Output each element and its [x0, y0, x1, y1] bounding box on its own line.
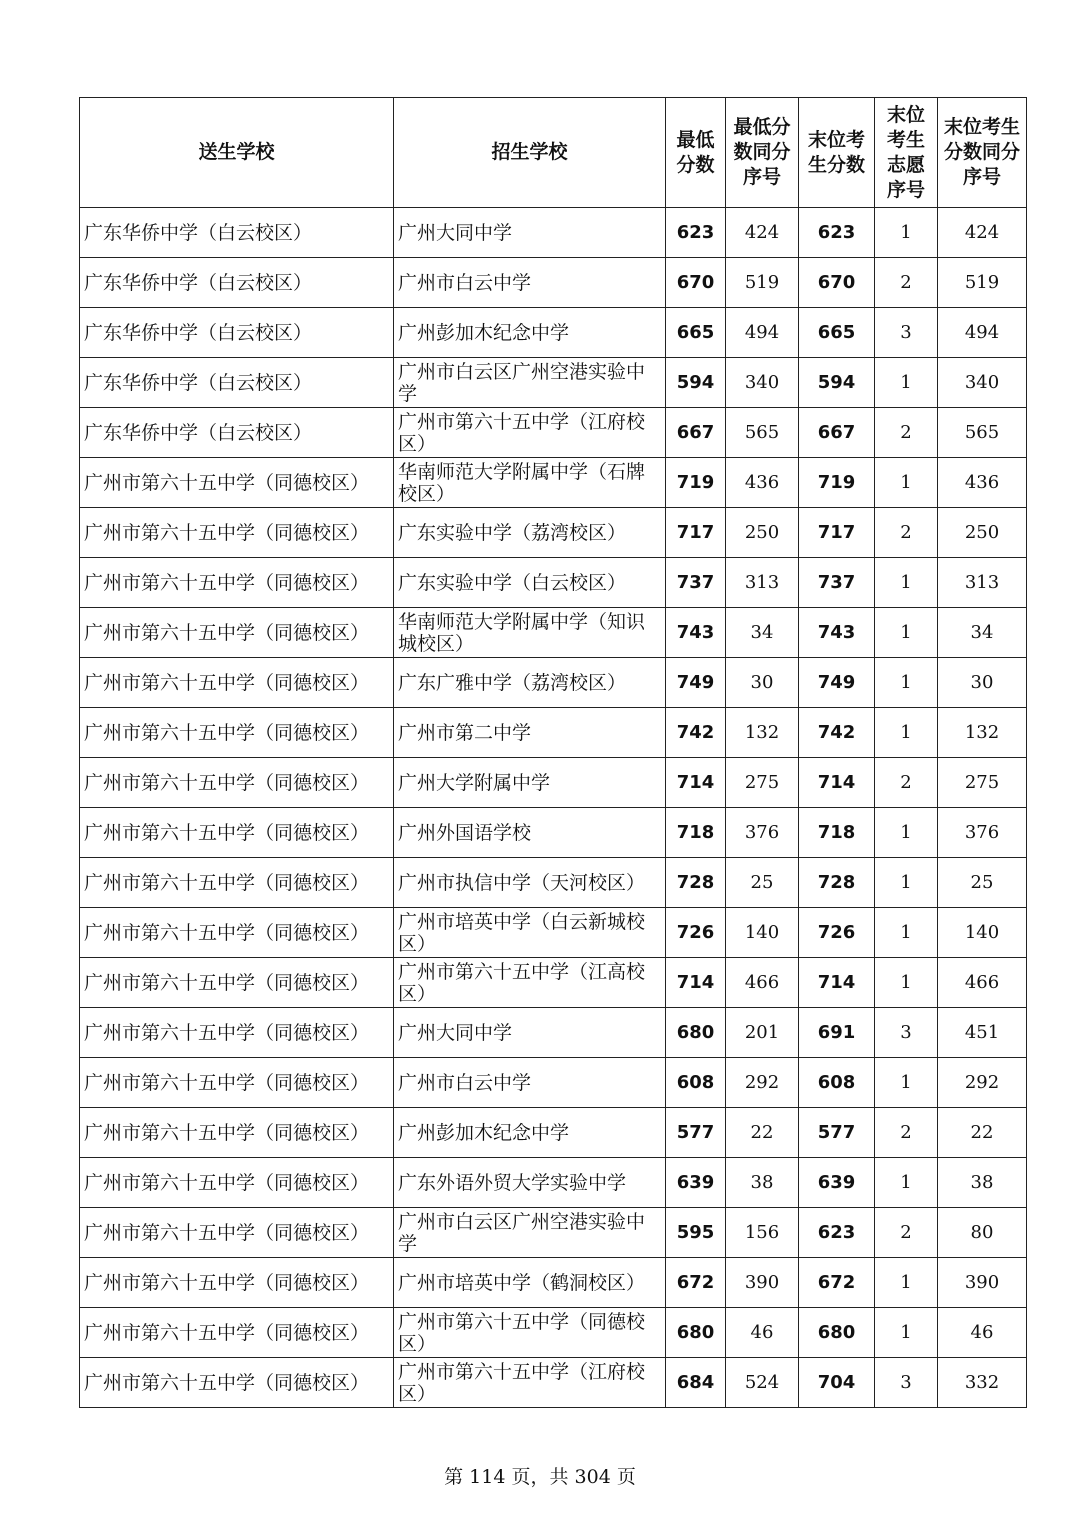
- min-score-cell: 718: [666, 808, 726, 858]
- table-row: [80, 408, 1027, 458]
- sending-school-cell: 广州市第六十五中学（同德校区）: [80, 858, 394, 908]
- last-student-choice-rank-cell: 1: [875, 1158, 938, 1208]
- last-student-tie-rank-cell: 140: [938, 908, 1027, 958]
- min-score-cell: 639: [666, 1158, 726, 1208]
- table-row: [80, 558, 1027, 608]
- last-student-tie-rank-cell: 332: [938, 1358, 1027, 1408]
- min-score-cell: 577: [666, 1108, 726, 1158]
- last-student-score-cell: 717: [799, 508, 875, 558]
- min-score-cell: 726: [666, 908, 726, 958]
- sending-school-cell: 广州市第六十五中学（同德校区）: [80, 1258, 394, 1308]
- sending-school-cell: 广州市第六十五中学（同德校区）: [80, 508, 394, 558]
- last-student-tie-rank-cell: 30: [938, 658, 1027, 708]
- admitting-school-cell: 广东实验中学（荔湾校区）: [394, 508, 666, 558]
- sending-school-cell: 广东华侨中学（白云校区）: [80, 258, 394, 308]
- last-student-score-cell: 577: [799, 1108, 875, 1158]
- last-student-tie-rank-cell: 340: [938, 358, 1027, 408]
- table-row: [80, 1208, 1027, 1258]
- last-student-tie-rank-cell: 565: [938, 408, 1027, 458]
- admitting-school-cell: 广东实验中学（白云校区）: [394, 558, 666, 608]
- min-score-cell: 672: [666, 1258, 726, 1308]
- admitting-school-cell: 广州大学附属中学: [394, 758, 666, 808]
- min-score-tie-rank-cell: 250: [726, 508, 799, 558]
- table-row: [80, 908, 1027, 958]
- last-student-tie-rank-cell: 25: [938, 858, 1027, 908]
- last-student-score-cell: 672: [799, 1258, 875, 1308]
- min-score-cell: 714: [666, 758, 726, 808]
- last-student-tie-rank-cell: 376: [938, 808, 1027, 858]
- min-score-cell: 737: [666, 558, 726, 608]
- last-student-choice-rank-cell: 1: [875, 1058, 938, 1108]
- table-header: [80, 98, 1027, 208]
- last-student-score-cell: 608: [799, 1058, 875, 1108]
- last-student-score-cell: 742: [799, 708, 875, 758]
- sending-school-cell: 广州市第六十五中学（同德校区）: [80, 1208, 394, 1258]
- admitting-school-cell: 广州市执信中学（天河校区）: [394, 858, 666, 908]
- min-score-tie-rank-cell: 292: [726, 1058, 799, 1108]
- admitting-school-cell: 广东广雅中学（荔湾校区）: [394, 658, 666, 708]
- table-row: [80, 308, 1027, 358]
- admitting-school-cell: 广州市第六十五中学（江高校区）: [394, 958, 666, 1008]
- min-score-cell: 608: [666, 1058, 726, 1108]
- last-student-choice-rank-cell: 3: [875, 1008, 938, 1058]
- admitting-school-cell: 广州市第二中学: [394, 708, 666, 758]
- table-row: [80, 508, 1027, 558]
- last-student-tie-rank-cell: 46: [938, 1308, 1027, 1358]
- table-row: [80, 1158, 1027, 1208]
- admitting-school-cell: 广州市第六十五中学（同德校区）: [394, 1308, 666, 1358]
- table-row: [80, 958, 1027, 1008]
- last-student-tie-rank-cell: 292: [938, 1058, 1027, 1108]
- header-last-student-score: 末位考 生分数: [799, 98, 875, 208]
- last-student-choice-rank-cell: 1: [875, 658, 938, 708]
- admitting-school-cell: 广州大同中学: [394, 1008, 666, 1058]
- min-score-cell: 743: [666, 608, 726, 658]
- header-last-student-tie-rank: 末位考生 分数同分 序号: [938, 98, 1027, 208]
- sending-school-cell: 广州市第六十五中学（同德校区）: [80, 708, 394, 758]
- min-score-tie-rank-cell: 519: [726, 258, 799, 308]
- table-row: [80, 258, 1027, 308]
- sending-school-cell: 广州市第六十五中学（同德校区）: [80, 1358, 394, 1408]
- min-score-tie-rank-cell: 340: [726, 358, 799, 408]
- table-row: [80, 708, 1027, 758]
- sending-school-cell: 广东华侨中学（白云校区）: [80, 208, 394, 258]
- last-student-choice-rank-cell: 1: [875, 858, 938, 908]
- last-student-score-cell: 714: [799, 958, 875, 1008]
- min-score-cell: 717: [666, 508, 726, 558]
- min-score-tie-rank-cell: 424: [726, 208, 799, 258]
- min-score-tie-rank-cell: 156: [726, 1208, 799, 1258]
- last-student-choice-rank-cell: 2: [875, 508, 938, 558]
- admitting-school-cell: 广州彭加木纪念中学: [394, 308, 666, 358]
- min-score-cell: 665: [666, 308, 726, 358]
- last-student-score-cell: 680: [799, 1308, 875, 1358]
- last-student-choice-rank-cell: 1: [875, 458, 938, 508]
- header-last-student-choice-rank: 末位 考生 志愿 序号: [875, 98, 938, 208]
- last-student-tie-rank-cell: 466: [938, 958, 1027, 1008]
- last-student-tie-rank-cell: 250: [938, 508, 1027, 558]
- last-student-tie-rank-cell: 34: [938, 608, 1027, 658]
- sending-school-cell: 广州市第六十五中学（同德校区）: [80, 1058, 394, 1108]
- last-student-choice-rank-cell: 1: [875, 808, 938, 858]
- min-score-tie-rank-cell: 494: [726, 308, 799, 358]
- min-score-cell: 684: [666, 1358, 726, 1408]
- admitting-school-cell: 广东外语外贸大学实验中学: [394, 1158, 666, 1208]
- min-score-tie-rank-cell: 313: [726, 558, 799, 608]
- header-admitting-school: 招生学校: [394, 98, 666, 208]
- last-student-tie-rank-cell: 390: [938, 1258, 1027, 1308]
- min-score-cell: 742: [666, 708, 726, 758]
- last-student-choice-rank-cell: 2: [875, 1108, 938, 1158]
- sending-school-cell: 广州市第六十五中学（同德校区）: [80, 1158, 394, 1208]
- last-student-tie-rank-cell: 436: [938, 458, 1027, 508]
- last-student-score-cell: 749: [799, 658, 875, 708]
- last-student-choice-rank-cell: 1: [875, 708, 938, 758]
- admitting-school-cell: 广州市白云中学: [394, 258, 666, 308]
- sending-school-cell: 广州市第六十五中学（同德校区）: [80, 958, 394, 1008]
- min-score-tie-rank-cell: 22: [726, 1108, 799, 1158]
- admitting-school-cell: 广州外国语学校: [394, 808, 666, 858]
- admitting-school-cell: 广州市培英中学（鹤洞校区）: [394, 1258, 666, 1308]
- admitting-school-cell: 广州市白云区广州空港实验中学: [394, 358, 666, 408]
- min-score-tie-rank-cell: 132: [726, 708, 799, 758]
- last-student-score-cell: 704: [799, 1358, 875, 1408]
- min-score-cell: 680: [666, 1008, 726, 1058]
- last-student-score-cell: 639: [799, 1158, 875, 1208]
- last-student-tie-rank-cell: 132: [938, 708, 1027, 758]
- last-student-tie-rank-cell: 275: [938, 758, 1027, 808]
- table-row: [80, 758, 1027, 808]
- table-row: [80, 458, 1027, 508]
- header-min-score-tie-rank: 最低分 数同分 序号: [726, 98, 799, 208]
- last-student-tie-rank-cell: 38: [938, 1158, 1027, 1208]
- last-student-score-cell: 594: [799, 358, 875, 408]
- sending-school-cell: 广东华侨中学（白云校区）: [80, 358, 394, 408]
- min-score-tie-rank-cell: 46: [726, 1308, 799, 1358]
- min-score-tie-rank-cell: 201: [726, 1008, 799, 1058]
- last-student-tie-rank-cell: 424: [938, 208, 1027, 258]
- last-student-score-cell: 743: [799, 608, 875, 658]
- last-student-score-cell: 719: [799, 458, 875, 508]
- admitting-school-cell: 广州市第六十五中学（江府校区）: [394, 1358, 666, 1408]
- last-student-score-cell: 665: [799, 308, 875, 358]
- min-score-cell: 719: [666, 458, 726, 508]
- min-score-tie-rank-cell: 38: [726, 1158, 799, 1208]
- min-score-cell: 667: [666, 408, 726, 458]
- sending-school-cell: 广州市第六十五中学（同德校区）: [80, 1108, 394, 1158]
- last-student-choice-rank-cell: 1: [875, 908, 938, 958]
- table-row: [80, 1058, 1027, 1108]
- last-student-score-cell: 667: [799, 408, 875, 458]
- min-score-cell: 595: [666, 1208, 726, 1258]
- min-score-tie-rank-cell: 565: [726, 408, 799, 458]
- last-student-choice-rank-cell: 3: [875, 308, 938, 358]
- header-row: [80, 98, 1027, 208]
- sending-school-cell: 广州市第六十五中学（同德校区）: [80, 908, 394, 958]
- last-student-tie-rank-cell: 519: [938, 258, 1027, 308]
- last-student-score-cell: 726: [799, 908, 875, 958]
- admitting-school-cell: 华南师范大学附属中学（石牌校区）: [394, 458, 666, 508]
- min-score-tie-rank-cell: 140: [726, 908, 799, 958]
- last-student-choice-rank-cell: 3: [875, 1358, 938, 1408]
- min-score-cell: 714: [666, 958, 726, 1008]
- admitting-school-cell: 广州市白云区广州空港实验中学: [394, 1208, 666, 1258]
- last-student-score-cell: 691: [799, 1008, 875, 1058]
- table-row: [80, 808, 1027, 858]
- last-student-score-cell: 623: [799, 1208, 875, 1258]
- min-score-tie-rank-cell: 390: [726, 1258, 799, 1308]
- last-student-score-cell: 670: [799, 258, 875, 308]
- min-score-tie-rank-cell: 376: [726, 808, 799, 858]
- last-student-choice-rank-cell: 2: [875, 258, 938, 308]
- sending-school-cell: 广州市第六十五中学（同德校区）: [80, 1308, 394, 1358]
- admission-score-table: [79, 97, 1027, 1408]
- min-score-tie-rank-cell: 524: [726, 1358, 799, 1408]
- last-student-choice-rank-cell: 1: [875, 558, 938, 608]
- sending-school-cell: 广州市第六十五中学（同德校区）: [80, 658, 394, 708]
- last-student-choice-rank-cell: 2: [875, 408, 938, 458]
- admitting-school-cell: 广州市培英中学（白云新城校区）: [394, 908, 666, 958]
- last-student-tie-rank-cell: 22: [938, 1108, 1027, 1158]
- admitting-school-cell: 广州市白云中学: [394, 1058, 666, 1108]
- min-score-cell: 594: [666, 358, 726, 408]
- table-row: [80, 358, 1027, 408]
- table-row: [80, 608, 1027, 658]
- admitting-school-cell: 华南师范大学附属中学（知识城校区）: [394, 608, 666, 658]
- table-row: [80, 858, 1027, 908]
- min-score-tie-rank-cell: 34: [726, 608, 799, 658]
- last-student-score-cell: 718: [799, 808, 875, 858]
- table-row: [80, 208, 1027, 258]
- last-student-choice-rank-cell: 1: [875, 608, 938, 658]
- min-score-cell: 728: [666, 858, 726, 908]
- last-student-score-cell: 737: [799, 558, 875, 608]
- min-score-cell: 670: [666, 258, 726, 308]
- last-student-choice-rank-cell: 1: [875, 1258, 938, 1308]
- table-row: [80, 1258, 1027, 1308]
- last-student-choice-rank-cell: 1: [875, 208, 938, 258]
- header-min-score: 最低 分数: [666, 98, 726, 208]
- admitting-school-cell: 广州彭加木纪念中学: [394, 1108, 666, 1158]
- last-student-tie-rank-cell: 494: [938, 308, 1027, 358]
- last-student-choice-rank-cell: 1: [875, 358, 938, 408]
- min-score-tie-rank-cell: 436: [726, 458, 799, 508]
- min-score-tie-rank-cell: 30: [726, 658, 799, 708]
- table-row: [80, 1108, 1027, 1158]
- header-sending-school: 送生学校: [80, 98, 394, 208]
- min-score-tie-rank-cell: 466: [726, 958, 799, 1008]
- table-row: [80, 1358, 1027, 1408]
- last-student-choice-rank-cell: 2: [875, 758, 938, 808]
- sending-school-cell: 广州市第六十五中学（同德校区）: [80, 1008, 394, 1058]
- last-student-score-cell: 728: [799, 858, 875, 908]
- min-score-tie-rank-cell: 275: [726, 758, 799, 808]
- admitting-school-cell: 广州大同中学: [394, 208, 666, 258]
- sending-school-cell: 广东华侨中学（白云校区）: [80, 308, 394, 358]
- last-student-score-cell: 714: [799, 758, 875, 808]
- last-student-score-cell: 623: [799, 208, 875, 258]
- last-student-tie-rank-cell: 80: [938, 1208, 1027, 1258]
- sending-school-cell: 广东华侨中学（白云校区）: [80, 408, 394, 458]
- sending-school-cell: 广州市第六十五中学（同德校区）: [80, 758, 394, 808]
- last-student-tie-rank-cell: 313: [938, 558, 1027, 608]
- last-student-tie-rank-cell: 451: [938, 1008, 1027, 1058]
- last-student-choice-rank-cell: 1: [875, 1308, 938, 1358]
- admitting-school-cell: 广州市第六十五中学（江府校区）: [394, 408, 666, 458]
- sending-school-cell: 广州市第六十五中学（同德校区）: [80, 808, 394, 858]
- table-row: [80, 1008, 1027, 1058]
- sending-school-cell: 广州市第六十五中学（同德校区）: [80, 608, 394, 658]
- sending-school-cell: 广州市第六十五中学（同德校区）: [80, 558, 394, 608]
- last-student-choice-rank-cell: 1: [875, 958, 938, 1008]
- min-score-cell: 680: [666, 1308, 726, 1358]
- sending-school-cell: 广州市第六十五中学（同德校区）: [80, 458, 394, 508]
- table-body: [80, 208, 1027, 1408]
- page-number: 第 114 页，共 304 页: [444, 1466, 636, 1488]
- last-student-choice-rank-cell: 2: [875, 1208, 938, 1258]
- table-row: [80, 658, 1027, 708]
- min-score-tie-rank-cell: 25: [726, 858, 799, 908]
- table-row: [80, 1308, 1027, 1358]
- min-score-cell: 749: [666, 658, 726, 708]
- min-score-cell: 623: [666, 208, 726, 258]
